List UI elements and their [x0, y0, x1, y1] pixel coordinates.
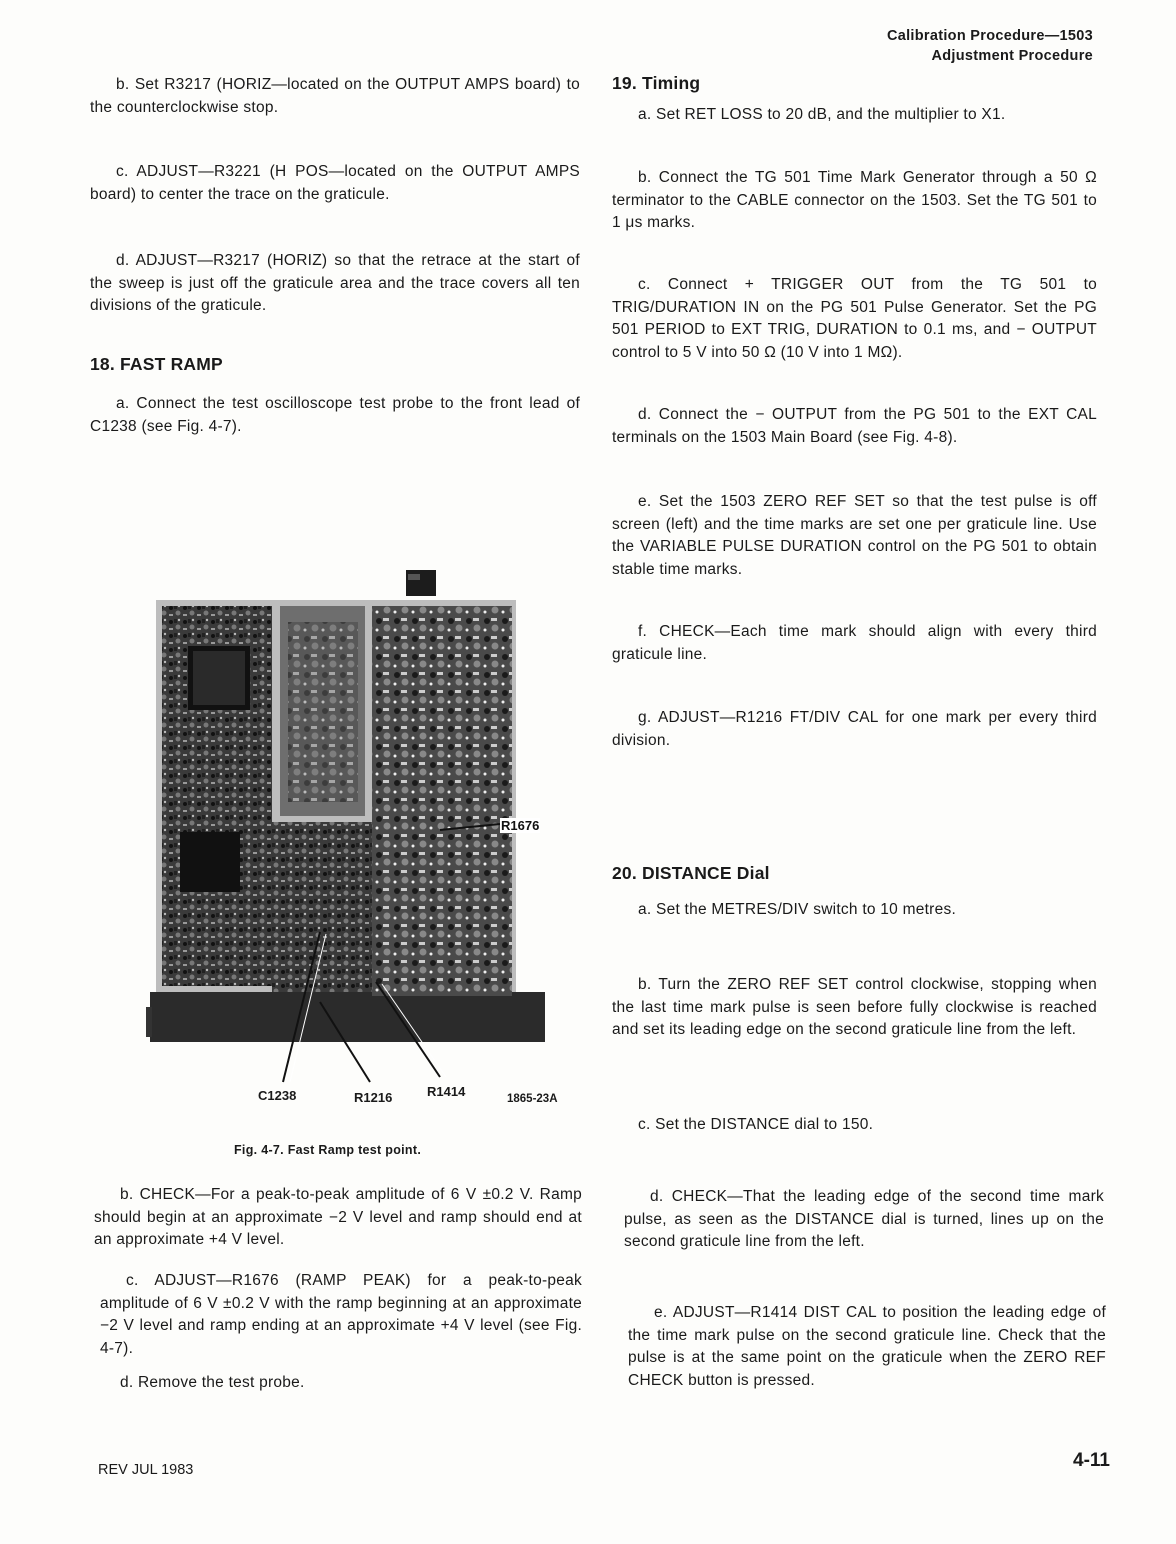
step-18b: b. CHECK—For a peak-to-peak amplitude of 6 V ±0.2 V. Ramp should begin at an approximate −2 V level and ramp should end at an approximate +4 V level.: [94, 1186, 582, 1248]
step-20b: b. Turn the ZERO REF SET control clockwise, stopping when the last time mark pulse is seen before fully clockwise is reached and set its leading edge on the second graticule line from the left.: [612, 976, 1097, 1038]
revision-date: REV JUL 1983: [98, 1462, 194, 1478]
figure-id: 1865-23A: [507, 1093, 558, 1105]
figure-caption: Fig. 4-7. Fast Ramp test point.: [234, 1143, 422, 1157]
section-heading-19: 19. Timing: [612, 73, 701, 93]
step-19a: a. Set RET LOSS to 20 dB, and the multiplier to X1.: [638, 106, 1006, 123]
running-header-subtitle: Adjustment Procedure: [931, 48, 1093, 64]
step-19d: d. Connect the − OUTPUT from the PG 501 to the EXT CAL terminals on the 1503 Main Board (see Fig. 4-8).: [612, 406, 1097, 446]
step-19f: f. CHECK—Each time mark should align with every third graticule line.: [612, 623, 1097, 663]
callout-r1414: R1414: [427, 1084, 466, 1099]
step-18d: d. Remove the test probe.: [120, 1374, 305, 1391]
step-17b: b. Set R3217 (HORIZ—located on the OUTPUT AMPS board) to the counterclockwise stop.: [90, 76, 580, 116]
section-heading-18: 18. FAST RAMP: [90, 354, 223, 374]
step-20e: e. ADJUST—R1414 DIST CAL to position the leading edge of the time mark pulse on the second graticule line. Check that the pulse is at the same point on the graticule when the ZERO REF CHECK button is pressed.: [628, 1304, 1106, 1389]
circuit-board-photo: [140, 562, 560, 1090]
step-20c: c. Set the DISTANCE dial to 150.: [638, 1116, 874, 1133]
callout-r1676: R1676: [501, 818, 540, 833]
callout-r1216: R1216: [354, 1090, 393, 1105]
step-19e: e. Set the 1503 ZERO REF SET so that the test pulse is off screen (left) and the time marks are set one per graticule line. Use the VARIABLE PULSE DURATION control on the PG 501 to obtain stable time marks.: [612, 493, 1097, 578]
step-18c: c. ADJUST—R1676 (RAMP PEAK) for a peak-to-peak amplitude of 6 V ±0.2 V with the ramp beginning at an approximate −2 V level and ramp ending at an approximate +4 V level (see Fig. 4-7).: [100, 1272, 582, 1357]
step-18a: a. Connect the test oscilloscope test probe to the front lead of C1238 (see Fig. 4-7).: [90, 395, 580, 435]
step-17d: d. ADJUST—R3217 (HORIZ) so that the retrace at the start of the sweep is just off the graticule area and the trace covers all ten divisions of the graticule.: [90, 252, 580, 314]
step-19g: g. ADJUST—R1216 FT/DIV CAL for one mark per every third division.: [612, 709, 1097, 749]
step-17c: c. ADJUST—R3221 (H POS—located on the OUTPUT AMPS board) to center the trace on the graticule.: [90, 163, 580, 203]
section-heading-20: 20. DISTANCE Dial: [612, 863, 770, 883]
step-20d: d. CHECK—That the leading edge of the second time mark pulse, as seen as the DISTANCE dial is turned, lines up on the second graticule line from the left.: [624, 1188, 1104, 1250]
step-19b: b. Connect the TG 501 Time Mark Generator through a 50 Ω terminator to the CABLE connector on the 1503. Set the TG 501 to 1 μs marks.: [612, 169, 1097, 231]
page-number: 4-11: [1073, 1450, 1110, 1471]
fast-ramp-figure: [140, 562, 560, 1090]
step-19c: c. Connect + TRIGGER OUT from the TG 501 to TRIG/DURATION IN on the PG 501 Pulse Generator. Set the PG 501 PERIOD to EXT TRIG, DURATION to 0.1 ms, and − OUTPUT control to 5 V into 50 Ω (10 V into 1 MΩ).: [612, 276, 1097, 361]
step-20a: a. Set the METRES/DIV switch to 10 metres.: [638, 901, 957, 918]
running-header-title: Calibration Procedure—1503: [886, 28, 1093, 44]
callout-c1238: C1238: [258, 1088, 297, 1103]
